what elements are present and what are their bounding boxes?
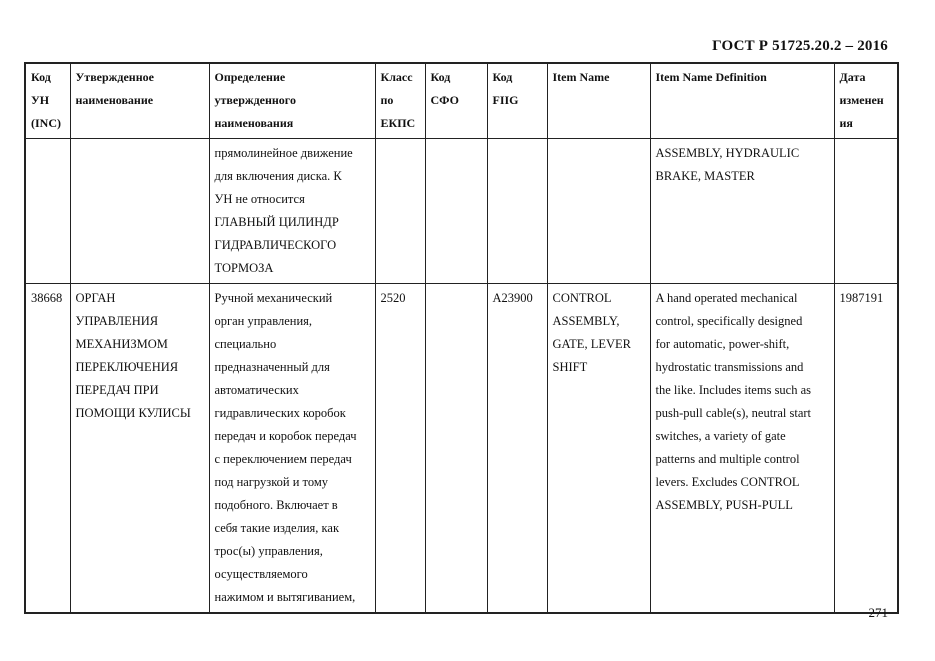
table-cell <box>25 139 70 284</box>
table-cell <box>425 139 487 284</box>
table-cell: Ручной механический орган управления, специально предназначенный для автоматических гидравлических коробок передач и коробок передач с переключением передач под нагрузкой и тому подобного. Включает в себя такие изделия, как трос(ы) управления, осуществляемого нажимом и вытягиванием, <box>209 284 375 614</box>
table-cell: A hand operated mechanical control, specifically designed for automatic, power-shift, hydrostatic transmissions and the like. Includes items such as push-pull cable(s), neutral start switches, a variety of gate patterns and multiple control levers. Excludes CONTROL ASSEMBLY, PUSH-PULL <box>650 284 834 614</box>
col-header-definition: Определение утвержденного наименования <box>209 63 375 139</box>
table-row <box>25 139 898 284</box>
table-cell: ОРГАН УПРАВЛЕНИЯ МЕХАНИЗМОМ ПЕРЕКЛЮЧЕНИЯ ПЕРЕДАЧ ПРИ ПОМОЩИ КУЛИСЫ <box>70 284 209 614</box>
page-number: 271 <box>868 605 888 620</box>
col-header-approved-name: Утвержденное наименование <box>70 63 209 139</box>
document-code: ГОСТ Р 51725.20.2 – 2016 <box>712 38 888 54</box>
col-header-inc: Код УН (INC) <box>25 63 70 139</box>
table-cell: 2520 <box>375 284 425 614</box>
table-cell: ASSEMBLY, HYDRAULIC BRAKE, MASTER <box>650 139 834 284</box>
col-header-item-definition: Item Name Definition <box>650 63 834 139</box>
col-header-item-name: Item Name <box>547 63 650 139</box>
gost-table <box>24 62 899 614</box>
table-cell: CONTROL ASSEMBLY, GATE, LEVER SHIFT <box>547 284 650 614</box>
col-header-sfo: Код СФО <box>425 63 487 139</box>
table-cell: прямолинейное движение для включения диска. К УН не относится ГЛАВНЫЙ ЦИЛИНДР ГИДРАВЛИЧЕСКОГО ТОРМОЗА <box>209 139 375 284</box>
table-cell <box>547 139 650 284</box>
table-cell <box>425 284 487 614</box>
col-header-change-date: Дата изменен ия <box>834 63 898 139</box>
table-cell: 38668 <box>25 284 70 614</box>
table-row <box>25 284 898 614</box>
table-cell: A23900 <box>487 284 547 614</box>
table-cell <box>70 139 209 284</box>
table-cell: 1987191 <box>834 284 898 614</box>
table-header-row <box>25 63 898 139</box>
table-cell <box>834 139 898 284</box>
col-header-class: Класс по ЕКПС <box>375 63 425 139</box>
col-header-fiig: Код FIIG <box>487 63 547 139</box>
table-cell <box>487 139 547 284</box>
table-cell <box>375 139 425 284</box>
